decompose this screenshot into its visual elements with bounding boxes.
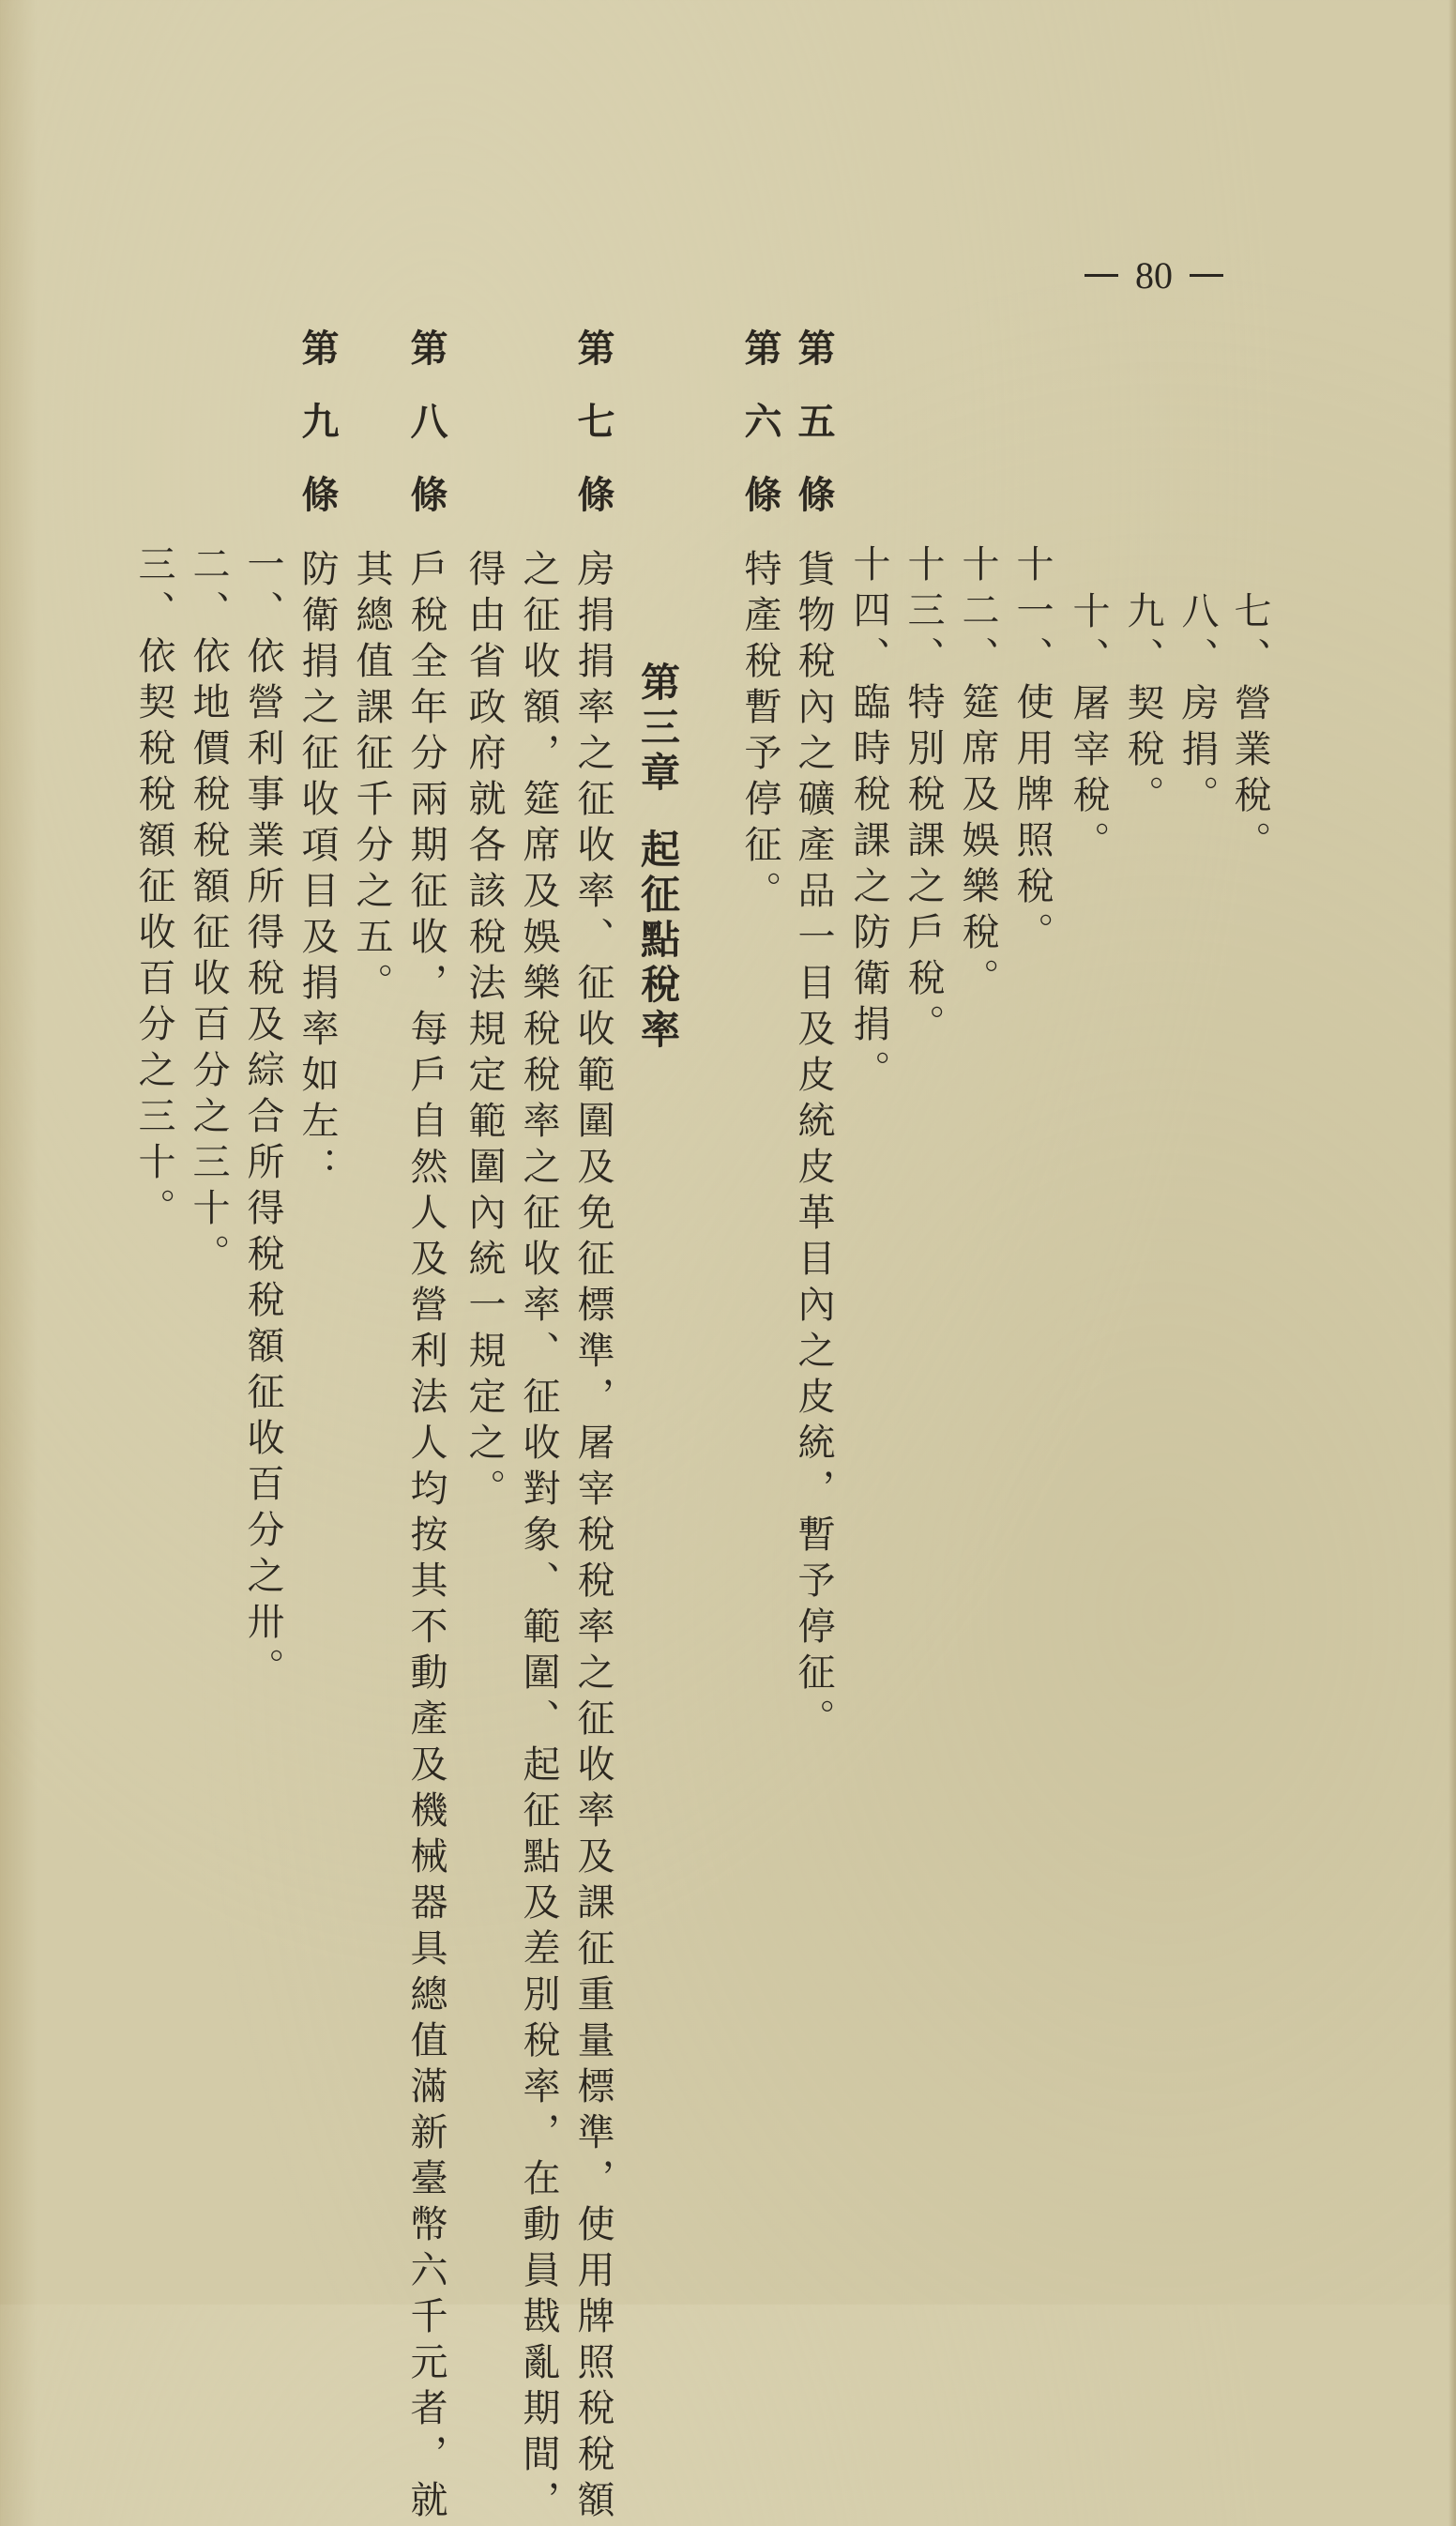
- dash-left: [1084, 274, 1118, 277]
- list-item-12: 十二、筵席及娛樂稅。: [956, 544, 999, 1004]
- article-9-intro: 防衛捐之征收項目及捐率如左：: [296, 549, 339, 1193]
- article-9-item-3: 三、依契稅稅額征收百分之三十。: [132, 544, 175, 1234]
- article-9-item-2: 二、依地價稅稅額征收百分之三十。: [187, 544, 230, 1280]
- article-5-text: 貨物稅內之礦產品一目及皮統皮革目內之皮統，暫予停征。: [792, 549, 835, 1744]
- article-8-label: 第八條: [404, 328, 448, 548]
- article-7-line-1: 房捐捐率之征收率、征收範圍及免征標準，屠宰稅稅率之征收率及課征重量標準，使用牌照稅稅額: [571, 549, 614, 2526]
- list-item-10: 十、屠宰稅。: [1067, 591, 1110, 867]
- article-8-line-1: 戶稅全年分兩期征收，每戶自然人及營利法人均按其不動產及機械器具總值滿新臺幣六千元者，就: [404, 549, 447, 2526]
- dash-right: [1190, 274, 1223, 277]
- article-9-item-1: 一、依營利事業所得稅及綜合所得稅稅額征收百分之卅。: [241, 544, 284, 1694]
- list-item-7: 七、營業稅。: [1228, 591, 1271, 867]
- list-item-14: 十四、臨時稅課之防衛捐。: [847, 544, 890, 1096]
- page-number: [1069, 251, 1238, 298]
- list-item-11: 十一、使用牌照稅。: [1010, 544, 1054, 958]
- chapter-title: 起征點稅率: [635, 829, 681, 1054]
- chapter-number: 第三章: [635, 662, 681, 797]
- article-7-label: 第七條: [571, 328, 615, 548]
- page-number-text: 80: [1135, 253, 1173, 297]
- chapter-heading: [634, 662, 681, 1054]
- article-5-label: 第五條: [792, 328, 836, 548]
- article-8-line-2: 其總值課征千分之五。: [350, 549, 393, 1009]
- list-item-8: 八、房捐。: [1175, 591, 1219, 821]
- list-item-9: 九、契稅。: [1121, 591, 1164, 821]
- article-9-label: 第九條: [296, 328, 340, 548]
- article-6-label: 第六條: [738, 328, 782, 548]
- article-6-text: 特產稅暫予停征。: [738, 549, 781, 917]
- article-7-line-2: 之征收額，筵席及娛樂稅稅率之征收率、征收對象、範圍、起征點及差別稅率，在動員戡亂期間，: [517, 549, 560, 2526]
- article-7-line-3: 得由省政府就各該稅法規定範圍內統一規定之。: [463, 549, 506, 1514]
- list-item-13: 十三、特別稅課之戶稅。: [902, 544, 945, 1050]
